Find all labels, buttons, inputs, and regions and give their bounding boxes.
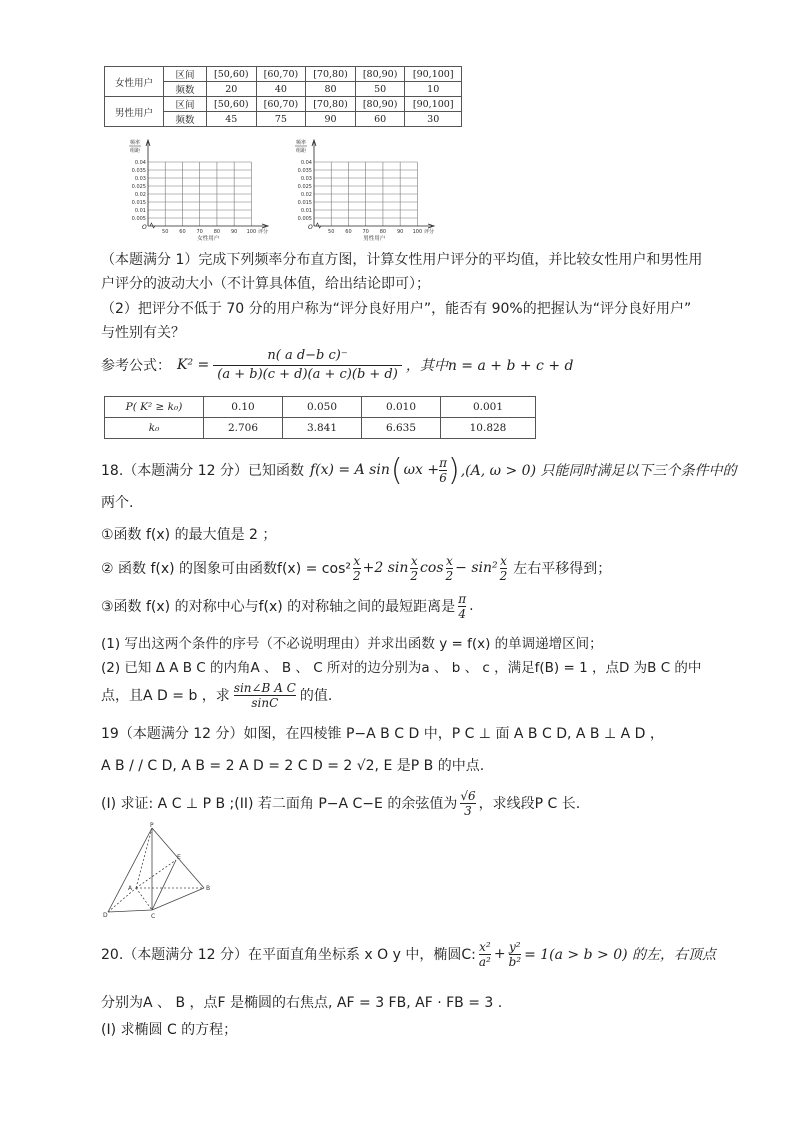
table-cell: 90 (306, 112, 356, 127)
x-over-2 (353, 554, 361, 583)
table-cell: 45 (207, 112, 257, 127)
p2-text: 点，且A D = b ，求 (101, 688, 230, 704)
table-cell: 30 (405, 112, 462, 127)
formula-lhs: K² = (177, 357, 210, 373)
x-axis-label: 评分 (424, 229, 435, 235)
male-histogram-chart (278, 136, 448, 244)
y-tick-label: 0.01 (134, 208, 146, 214)
table-cell: 40 (256, 82, 306, 97)
y-axis-label-bottom: 组距 (130, 148, 141, 154)
q17-part1-line1: （本题满分 1）完成下列频率分布直方图，计算女性用户评分的平均值，并比较女性用户和男性用 (101, 252, 703, 268)
q19-end: ，求线段P C 长. (478, 796, 581, 812)
label-c: C (151, 913, 156, 920)
y-tick-label: 0.04 (134, 160, 146, 166)
x2-over-a2 (479, 940, 491, 969)
male-label: 男性用户 (105, 97, 164, 127)
x-tick-label: 80 (213, 229, 221, 235)
y-tick-label: 0.02 (300, 192, 312, 198)
pi-over-4 (458, 592, 466, 621)
q18-part2-line1: (2) 已知 Δ A B C 的内角A 、 B 、 C 所对的边分别为a 、 b 、 c ，满足f(B) = 1 ，点D 为B C 的中 (101, 660, 702, 676)
numerator: π (458, 591, 467, 606)
table-cell: 60 (355, 112, 405, 127)
numerator: x (410, 553, 418, 568)
q18-line1 (101, 450, 736, 490)
table-row (105, 67, 462, 82)
numerator: √6 (460, 788, 476, 803)
x-axis-label: 评分 (258, 229, 269, 235)
q20-line3: (I) 求椭圆 C 的方程； (101, 1022, 238, 1038)
table-cell: 50 (355, 82, 405, 97)
table-cell: [70,80) (306, 97, 356, 112)
c2-text-e: 左右平移得到； (513, 561, 612, 577)
table-cell: [60,70) (256, 97, 306, 112)
denominator: 6 (439, 470, 447, 485)
q18-intro: 18.（本题满分 12 分）已知函数 (101, 463, 304, 479)
q20-condition: = 1(a > b > 0) 的左，右顶点 (524, 947, 717, 963)
y-tick-label: 0.005 (131, 216, 146, 222)
y-tick-label: 0.025 (131, 184, 146, 190)
q17-part2-line2: 与性别有关？ (101, 325, 185, 341)
x-over-2 (446, 554, 454, 583)
edge-dc (108, 910, 152, 912)
table-cell: 0.010 (362, 397, 441, 418)
pi-over-6 (439, 456, 447, 485)
edge-ac (136, 888, 152, 910)
edge-ce (152, 860, 176, 910)
y-tick-label: 0.005 (297, 216, 312, 222)
y-tick-label: 0.035 (297, 168, 312, 174)
denominator: sinC (234, 695, 296, 710)
numerator: x² (479, 939, 491, 954)
y-tick-label: 0.03 (134, 176, 146, 182)
formula-label: 参考公式： (101, 358, 171, 374)
q20-line2: 分别为A 、 B ，点F 是椭圆的右焦点, AF = 3 FB, AF · FB = 3 . (101, 995, 503, 1011)
x-over-2 (500, 554, 508, 583)
table-cell: [80,90) (355, 67, 405, 82)
origin-label: O (142, 224, 147, 231)
c3-text: ③函数 f(x) 的对称中心与f(x) 的对称轴之间的最短距离是 (101, 599, 456, 615)
critical-value-table (104, 396, 536, 439)
table-cell: [80,90) (355, 97, 405, 112)
x-tick-label: 60 (345, 229, 352, 235)
table-cell: 0.050 (283, 397, 362, 418)
pyramid-diagram (100, 822, 215, 922)
table-cell: [90,100] (405, 67, 462, 82)
x-tick-label: 90 (396, 229, 404, 235)
label-d: D (103, 912, 108, 919)
table-cell: 3.841 (283, 418, 362, 439)
table-cell: [90,100] (405, 97, 462, 112)
q18-part2-line2 (101, 676, 332, 714)
x-tick-label: 50 (328, 229, 335, 235)
c2-text-d: − sin² (455, 560, 498, 576)
reference-formula (101, 345, 573, 385)
table-cell: [50,60) (207, 67, 257, 82)
axis-break (150, 223, 155, 228)
q17-part1-line2: 户评分的波动大小（不计算具体值，给出结论即可）； (101, 276, 430, 292)
q18-function: f(x) = A sin (309, 462, 390, 478)
c2-text-b: +2 sin (362, 560, 409, 576)
x-tick-label: 60 (179, 229, 186, 235)
q19-text: (I) 求证: A C ⊥ P B ;(II) 若二面角 P−A C−E 的余弦值为 (101, 796, 458, 812)
y-tick-label: 0.015 (131, 200, 146, 206)
y2-over-b2 (509, 940, 522, 969)
x-tick-label: 70 (362, 229, 369, 235)
y-tick-label: 0.04 (300, 160, 312, 166)
numerator: y² (509, 939, 521, 954)
formula-fraction (213, 347, 402, 384)
y-tick-label: 0.015 (297, 200, 312, 206)
q19-line3 (101, 784, 580, 822)
sine-ratio (234, 681, 296, 710)
c2-text-a: ② 函数 f(x) 的图象可由函数f(x) = cos² (101, 561, 351, 577)
table-cell: 0.001 (441, 397, 536, 418)
c3-period: . (469, 598, 474, 614)
count-header: 频数 (164, 82, 207, 97)
female-histogram-chart (112, 136, 282, 244)
numerator: x (353, 553, 361, 568)
table-row (105, 97, 462, 112)
table-cell: 20 (207, 82, 257, 97)
x-tick-label: 50 (162, 229, 169, 235)
y-axis-label-top: 频率 (296, 140, 307, 146)
y-axis-label-top: 频率 (130, 140, 141, 146)
axis-break (316, 223, 321, 228)
x-tick-label: 80 (379, 229, 387, 235)
q20-line1 (101, 932, 716, 976)
table-cell: k₀ (105, 418, 204, 439)
paren-left: ( (390, 452, 403, 488)
root6-over-3 (460, 789, 475, 818)
edge-pa (136, 828, 152, 888)
label-e: E (177, 854, 181, 861)
label-p: P (150, 822, 154, 829)
denominator: 2 (499, 568, 508, 583)
x-over-2 (410, 554, 418, 583)
numerator: x (500, 553, 507, 568)
count-header: 频数 (164, 112, 207, 127)
denominator: 4 (458, 606, 466, 621)
paren-right: ) (447, 452, 460, 488)
label-b: B (206, 885, 211, 892)
x-tick-label: 100 (412, 229, 423, 235)
q19-line1: 19（本题满分 12 分）如图，在四棱锥 P−A B C D 中，P C ⊥ 面 A B C D, A B ⊥ A D ， (101, 726, 664, 742)
numerator: sin∠B A C (233, 680, 296, 695)
q17-part2-line1: （2）把评分不低于 70 分的用户称为“评分良好用户”，能否有 90%的把握认为“评分良好用户” (101, 301, 692, 317)
denominator: 2 (445, 568, 454, 583)
table-row (105, 397, 536, 418)
table-cell: 10 (405, 82, 462, 97)
table-cell: 6.635 (362, 418, 441, 439)
denominator: 2 (410, 568, 419, 583)
q18-line2: 两个. (101, 495, 134, 511)
chart-caption: 女性用户 (197, 236, 220, 242)
denominator: a² (478, 954, 491, 969)
edge-cb (152, 888, 204, 910)
y-axis-label-bottom: 组距 (296, 148, 307, 154)
female-label: 女性用户 (105, 67, 164, 97)
q18-condition1: ①函数 f(x) 的最大值是 2 ； (101, 527, 277, 543)
denominator: b² (508, 954, 522, 969)
formula-numerator: n( a d−b c)⁻ (267, 347, 348, 363)
x-tick-label: 90 (230, 229, 238, 235)
formula-tail: ，其中n = a + b + c + d (405, 358, 574, 374)
origin-label: O (308, 224, 313, 231)
c2-text-c: cos (420, 560, 444, 576)
q18-part1: (1) 写出这两个条件的序号（不必说明理由）并求出函数 y = f(x) 的单调递增区间； (101, 636, 603, 652)
table-row (105, 418, 536, 439)
y-tick-label: 0.035 (131, 168, 146, 174)
denominator: 3 (460, 803, 475, 818)
table-cell: [50,60) (207, 97, 257, 112)
frequency-table (104, 66, 462, 127)
x-tick-label: 70 (196, 229, 203, 235)
formula-denominator: (a + b)(c + d)(a + c)(b + d) (213, 365, 402, 384)
numerator: x (445, 553, 453, 568)
y-tick-label: 0.03 (300, 176, 312, 182)
edge-pd (108, 828, 152, 912)
y-tick-label: 0.02 (134, 192, 146, 198)
q20-text: 20.（本题满分 12 分）在平面直角坐标系 x O y 中，椭圆C: (101, 947, 476, 963)
q18-condition: ,(A, ω > 0) 只能同时满足以下三个条件中的 (460, 463, 737, 479)
denominator: 2 (352, 568, 361, 583)
p2-end: 的值. (299, 688, 333, 704)
label-a: A (128, 885, 133, 892)
chart-caption: 男性用户 (363, 236, 386, 242)
table-cell: 75 (256, 112, 306, 127)
q19-line2: A B / / C D, A B = 2 A D = 2 C D = 2 √2, E 是P B 的中点. (101, 758, 485, 774)
q18-condition2 (101, 548, 611, 588)
interval-header: 区间 (164, 67, 207, 82)
table-cell: 0.10 (204, 397, 283, 418)
table-cell: [60,70) (256, 67, 306, 82)
numerator: π (439, 455, 447, 470)
x-tick-label: 100 (246, 229, 257, 235)
table-cell: [70,80) (306, 67, 356, 82)
q18-condition3 (101, 586, 474, 626)
y-tick-label: 0.025 (297, 184, 312, 190)
interval-header: 区间 (164, 97, 207, 112)
table-cell: 80 (306, 82, 356, 97)
q18-arg: ωx + (403, 462, 440, 478)
table-cell: 2.706 (204, 418, 283, 439)
table-cell: 10.828 (441, 418, 536, 439)
y-tick-label: 0.01 (300, 208, 312, 214)
table-cell: P( K² ≥ k₀) (105, 397, 204, 418)
plus-sign: + (493, 946, 506, 962)
